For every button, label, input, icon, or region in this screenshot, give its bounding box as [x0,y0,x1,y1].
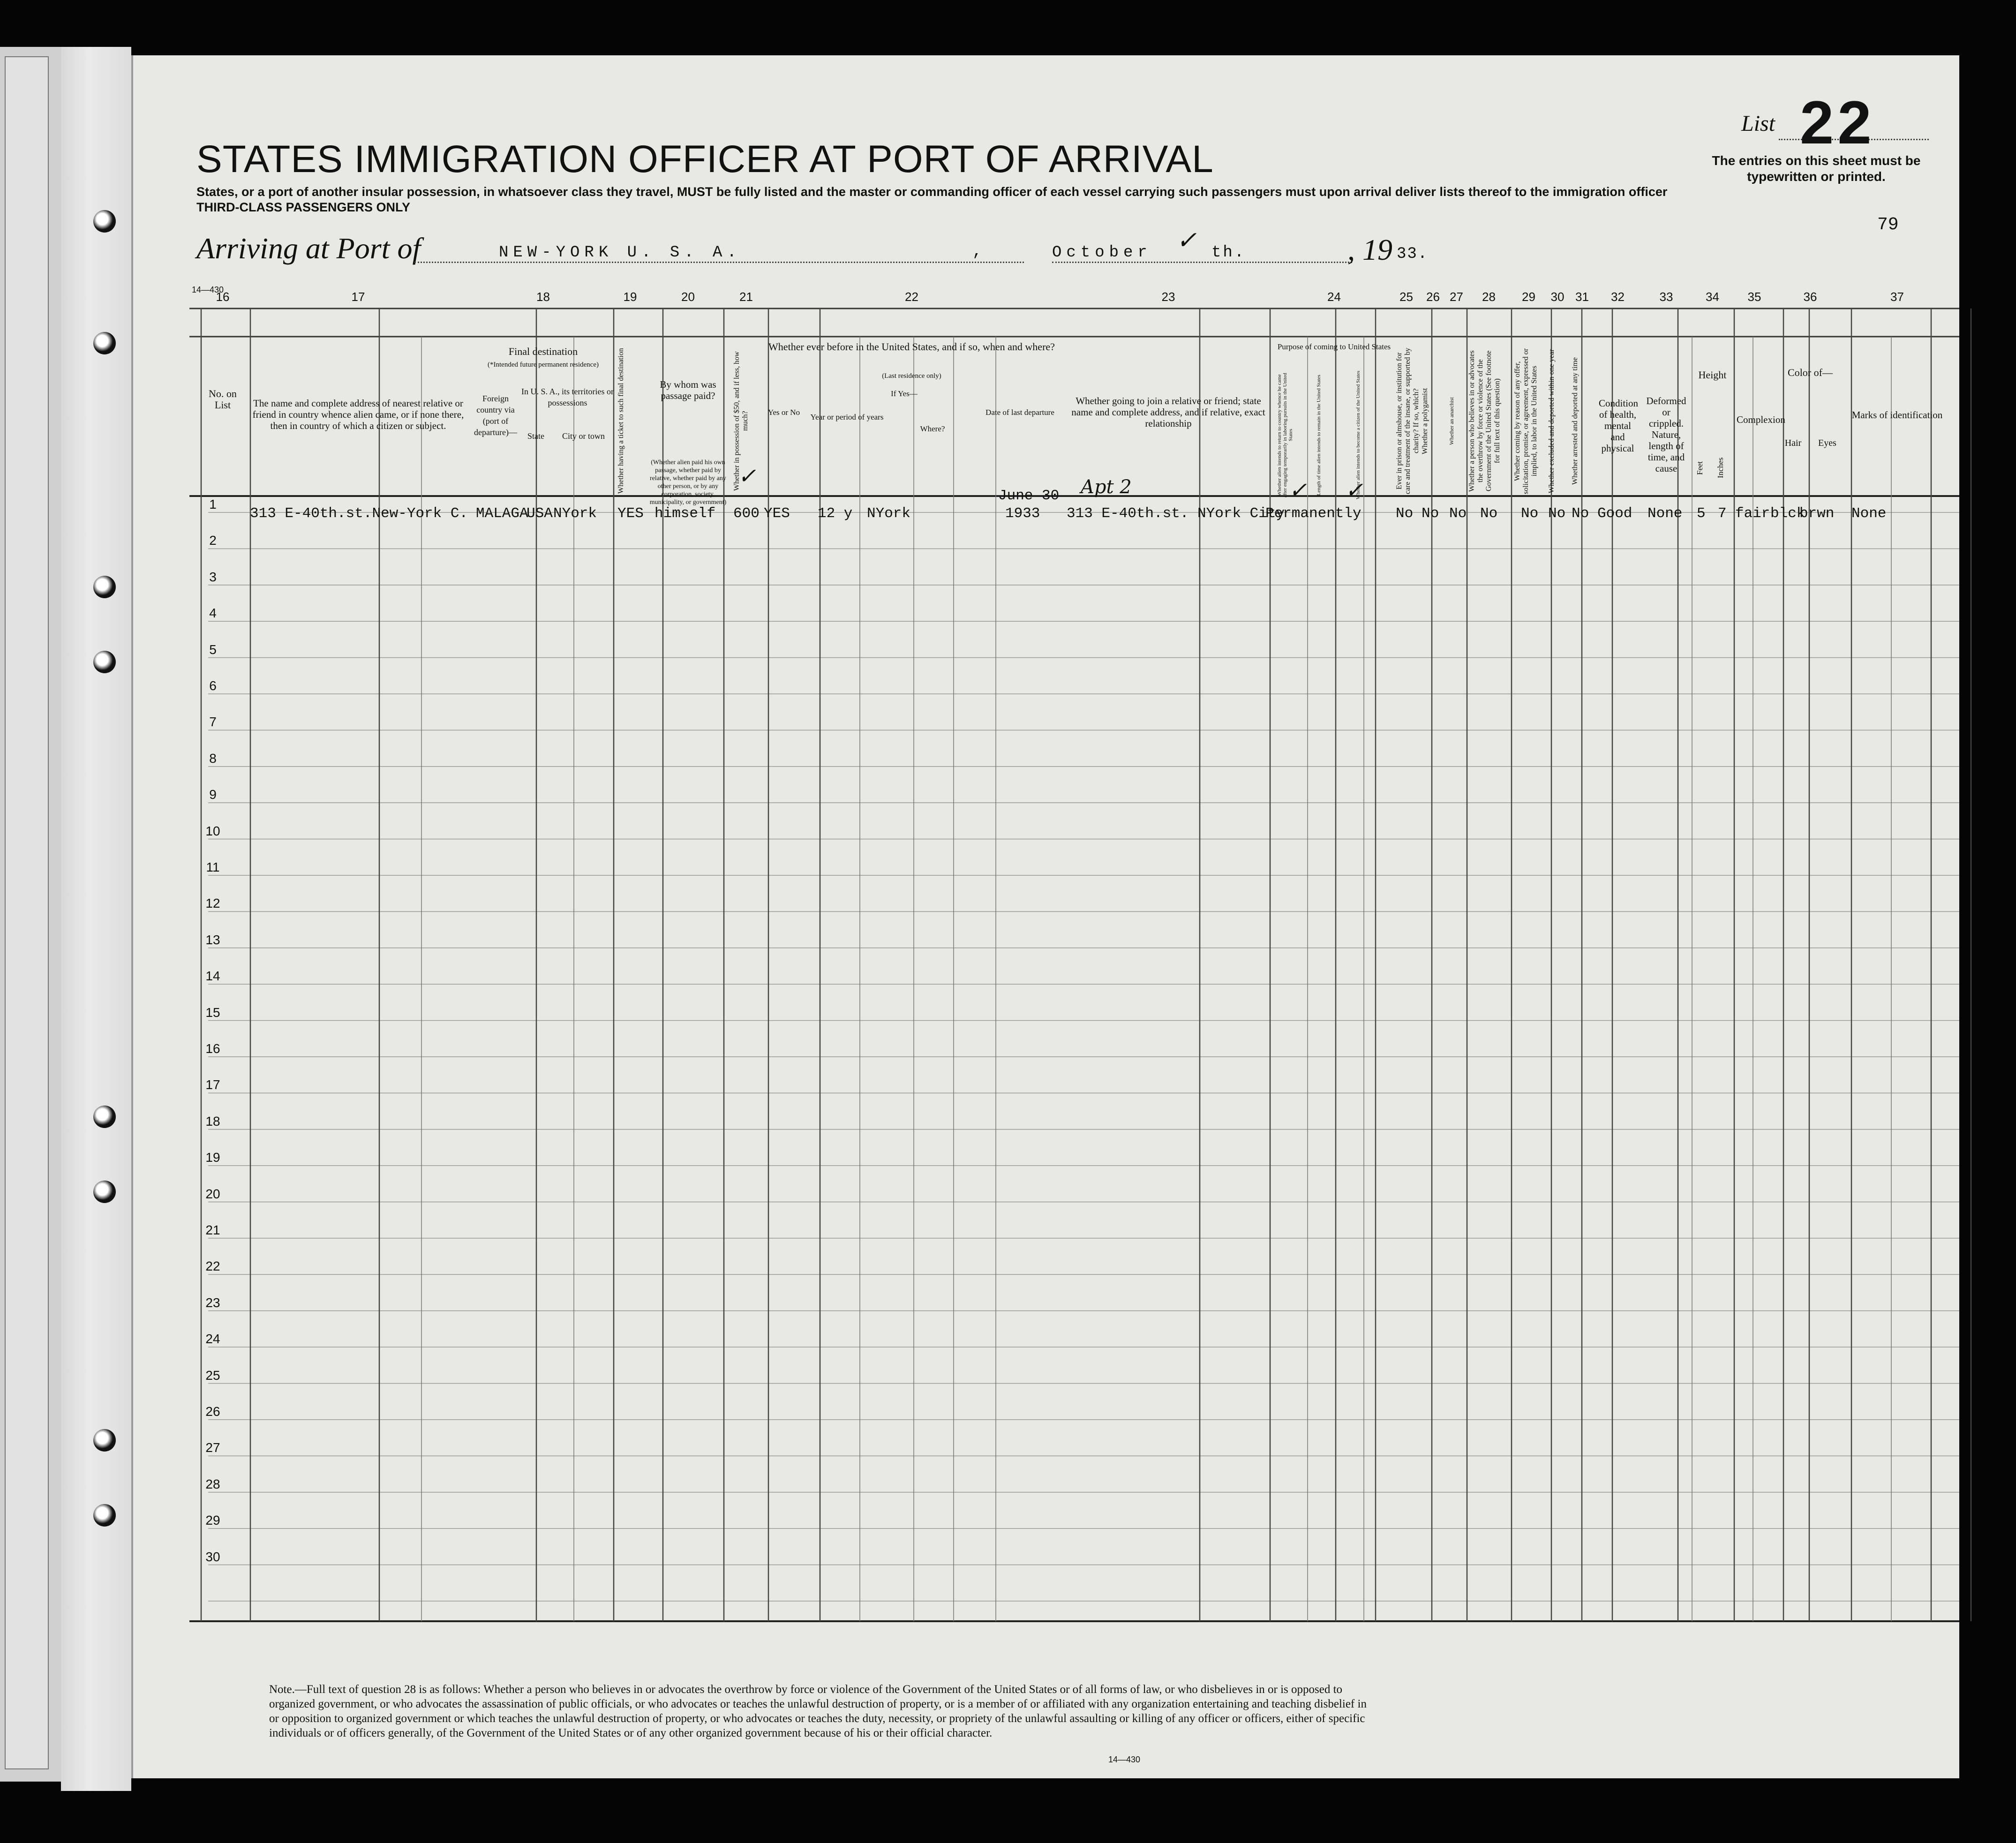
column-header-vertical: Whether coming by reason of any offer, solicitation, promise, or agreement, expressed or implied, to labor in the United States [1513,348,1538,494]
entry-state: USA [527,505,553,522]
column-number: 22 [905,290,918,304]
column-header-previous-visit: Whether ever before in the United States, and if so, when and where? [768,341,1055,353]
entry-where: NYork [867,505,911,522]
check-mark: ✓ [1345,477,1363,503]
column-subheader-vertical: Inches [1716,457,1725,479]
column-header-relative: The name and complete address of nearest relative or friend in country whence alien came, or if none there, then in country of which a citizen or subject. [252,398,464,431]
row-number: 10 [205,823,220,838]
column-note: (Last residence only) [882,372,941,380]
column-number: 26 [1426,290,1440,304]
binder-hole [93,332,116,354]
date-day-mark: ✓ [1176,226,1197,255]
row-number: 4 [209,606,217,621]
entry-relative-address: 313 E-40th.st.New-York C. [250,505,468,522]
column-number: 32 [1611,290,1625,304]
passenger-class-line: THIRD-CLASS PASSENGERS ONLY [196,200,411,214]
row-number: 12 [205,896,220,911]
column-subheader: In U. S. A., its territories or possessions [521,387,614,407]
entry-anarchist: No [1449,505,1467,522]
column-subheader: Yes or No [767,408,800,417]
port-value: NEW-YORK U. S. A. [499,244,741,262]
row-number: 2 [209,533,217,548]
year-prefix: , 19 [1347,233,1392,266]
row-number: 17 [205,1077,220,1092]
column-header-vertical: Ever in prison or almshouse, or institution for care and treatment of the insane, or supported by charity? If so, which? [1395,347,1420,495]
row-number: 11 [206,860,220,874]
date-day-suffix: th. [1211,244,1246,262]
column-header-purpose: Purpose of coming to United States [1277,342,1391,351]
column-subheader: If Yes— [891,389,918,398]
row-number: 25 [205,1368,220,1383]
form-number: 14—430 [192,285,224,294]
column-header-vertical: Whether arrested and deported at any time [1571,357,1579,485]
arriving-label: Arriving at Port of [196,232,421,265]
column-number: 33 [1659,290,1673,304]
column-header-height: Height [1698,369,1727,381]
entry-last-departure: 1933 [1005,505,1040,522]
entry-previous-visit: YES [764,505,790,522]
binder-hole [93,1504,116,1527]
column-header-vertical: Whether a person who believes in or advocates the overthrow by force or violence of the Government of the United States (See footnote for full text of this question) [1468,350,1501,492]
entry-excluded: No [1548,505,1566,522]
binder-hole [93,1181,116,1203]
entry-purpose: Permanently [1265,505,1362,522]
column-note: (Whether alien paid his own passage, whether paid by relative, whether paid by any other person, or by any corporation, society, municipality, or government) [649,459,727,506]
entry-years: 12 y [818,505,853,522]
column-header-final-destination: Final destination [508,346,578,357]
column-subheader: Date of last departure [985,408,1054,417]
binder-hole [93,210,116,233]
row-number: 24 [205,1331,220,1347]
manifest-sheet [131,55,1959,1778]
typewritten-instruction: The entries on this sheet must be typewritten or printed. [1712,153,1921,184]
entry-deformed: None [1647,505,1683,522]
entry-eyes: brwn [1799,505,1835,522]
column-header-marks: Marks of identification [1851,409,1943,421]
row-number: 26 [205,1404,220,1419]
column-number: 35 [1747,290,1761,304]
row-number: 1 [209,497,217,512]
column-header-passage: By whom was passage paid? [660,379,716,401]
column-subheader: Where? [920,424,945,433]
footer-form-number: 14—430 [1108,1755,1141,1764]
column-number: 31 [1575,290,1589,304]
year-suffix: 33. [1397,245,1429,263]
row-number: 16 [205,1041,220,1056]
check-mark: ✓ [1289,477,1307,503]
entry-ticket: YES [617,505,644,522]
binder-hole [93,651,116,673]
entry-money: 600 [733,505,760,522]
column-note: (*Intended future permanent residence) [488,361,599,369]
form-title: STATES IMMIGRATION OFFICER AT PORT OF ARRIVAL [196,138,1214,181]
entry-arrested: No [1572,505,1589,522]
entry-polygamist: No [1422,505,1439,522]
column-number: 16 [216,290,230,304]
row-number: 29 [205,1513,220,1528]
column-number: 37 [1890,290,1904,304]
row-number: 7 [209,715,217,730]
row-number: 8 [209,751,217,766]
entry-height-inches: 7 [1718,505,1727,522]
column-number: 36 [1803,290,1817,304]
row-number: 23 [205,1295,220,1310]
column-number: 34 [1706,290,1719,304]
entry-city: NYork [553,505,597,522]
date-month: October [1052,244,1152,262]
page-number: 79 [1877,215,1899,235]
footnote-question-28: Note.—Full text of question 28 is as follows: Whether a person who believes in or advocates the overthrow by force or violence of the Government of the United States or of all forms of law, or who disbelieves in or is opposed to organized government, or who advocates the assassination of public officials, or who advocates or teaches the unlawful destruction of property, or is a member of or affiliated with any organization entertaining and teaching disbelief in or opposition to organized government or which teaches the unlawful destruction of property, or who advocates or teaches the duty, necessity, or propriety of the unlawful assaulting or killing of any officer or officers, either of specific individuals or of officers generally, of the Government of the United States or of any other organized government because of his or their official character. [269,1683,1367,1739]
column-number: 25 [1399,290,1413,304]
row-number: 22 [205,1259,220,1274]
column-number: 20 [681,290,695,304]
binder-hole [93,576,116,598]
column-header-color: Color of— [1788,367,1833,378]
entry-health: Good [1597,505,1632,522]
row-number: 14 [205,969,220,984]
column-subheader: Eyes [1818,438,1836,448]
row-number: 13 [205,932,220,947]
entry-height-feet: 5 [1697,505,1706,522]
column-subheader: State [527,431,544,441]
previous-page-edge [0,47,61,1782]
check-mark: ✓ [738,463,756,489]
entry-handwritten-apartment: Apt 2 [1081,476,1132,498]
entry-marks: None [1851,505,1887,522]
column-header-vertical: Whether having a ticket to such final destination [617,348,625,494]
column-subheader-vertical: Whether alien intends to become a citizen of the United States [1355,370,1361,500]
row-number: 15 [205,1005,220,1020]
column-subheader-vertical: Feet [1695,461,1704,475]
row-number: 19 [205,1150,220,1165]
entry-last-departure-date: June 30 [998,488,1060,504]
column-subheader: Hair [1784,438,1802,448]
column-number: 28 [1482,290,1496,304]
entry-complexion: fair [1735,505,1770,522]
column-subheader: Year or period of years [810,413,884,421]
column-number: 23 [1161,290,1175,304]
row-number: 21 [205,1223,220,1237]
column-subheader-vertical: Whether alien intends to return to country whence he came after engaging temporarily in laboring pursuits in the United States [1277,373,1294,497]
binder-hole [93,1429,116,1452]
list-number: 22 [1800,88,1875,157]
row-number: 9 [209,787,217,802]
entry-offer: No [1521,505,1539,522]
column-header-vertical: Whether an anarchist [1448,397,1455,445]
row-number: 18 [205,1113,220,1128]
column-subheader-vertical: Length of time alien intends to remain in the United States [1316,375,1322,496]
entry-hair: blck [1770,505,1805,522]
subtitle-line: States, or a port of another insular possession, in whatsoever class they travel, MUST be fully listed and the master or commanding officer of each vessel carrying such passengers must upon arrival deliver lists thereof to the immigration officer [196,185,1668,199]
entry-overthrow: No [1480,505,1498,522]
column-number: 29 [1522,290,1535,304]
row-number: 28 [205,1476,220,1491]
column-number: 27 [1450,290,1463,304]
row-number: 6 [209,678,217,693]
entry-passage-paid: himself [654,505,716,522]
binder-hole [93,1106,116,1128]
column-number: 24 [1327,290,1341,304]
column-header-vertical: Whether a polygamist [1421,388,1429,454]
binding-strip [61,47,131,1791]
column-header-list-number: No. on List [209,388,237,411]
column-number: 30 [1550,290,1565,304]
row-number: 5 [209,642,217,657]
column-number: 18 [536,290,550,304]
column-subheader: City or town [562,431,605,441]
form-subtitle [196,184,1673,215]
column-number: 17 [351,290,365,304]
row-number: 30 [205,1549,220,1564]
column-header-joining: Whether going to join a relative or friend; state name and complete address, and if relative, exact relationship [1071,395,1265,429]
row-number: 3 [209,569,217,584]
column-number: 21 [739,290,753,304]
column-subheader: Foreign country via (port of departure)— [474,394,517,437]
column-header-vertical: Whether in possession of $50, and if less, how much? [733,351,749,491]
entry-prison: No [1396,505,1414,522]
manifest-table [189,280,1959,1661]
column-header-complexion: Complexion [1737,414,1785,425]
entry-join-relative: 313 E-40th.st. NYork City [1067,505,1285,522]
column-header-vertical: Whether excluded and deported within one year [1548,349,1556,493]
column-number: 19 [623,290,637,304]
page-edge-strip [5,56,49,1769]
column-header-deformed: Deformed or crippled. Nature, length of time, and cause [1646,395,1686,474]
entry-foreign-country: MALAGA [476,505,528,522]
list-label: List [1741,111,1775,136]
date-comma: , [972,243,982,261]
row-number: 27 [205,1440,220,1455]
column-header-health: Condition of health, mental and physical [1599,398,1639,454]
row-number: 20 [205,1186,220,1201]
